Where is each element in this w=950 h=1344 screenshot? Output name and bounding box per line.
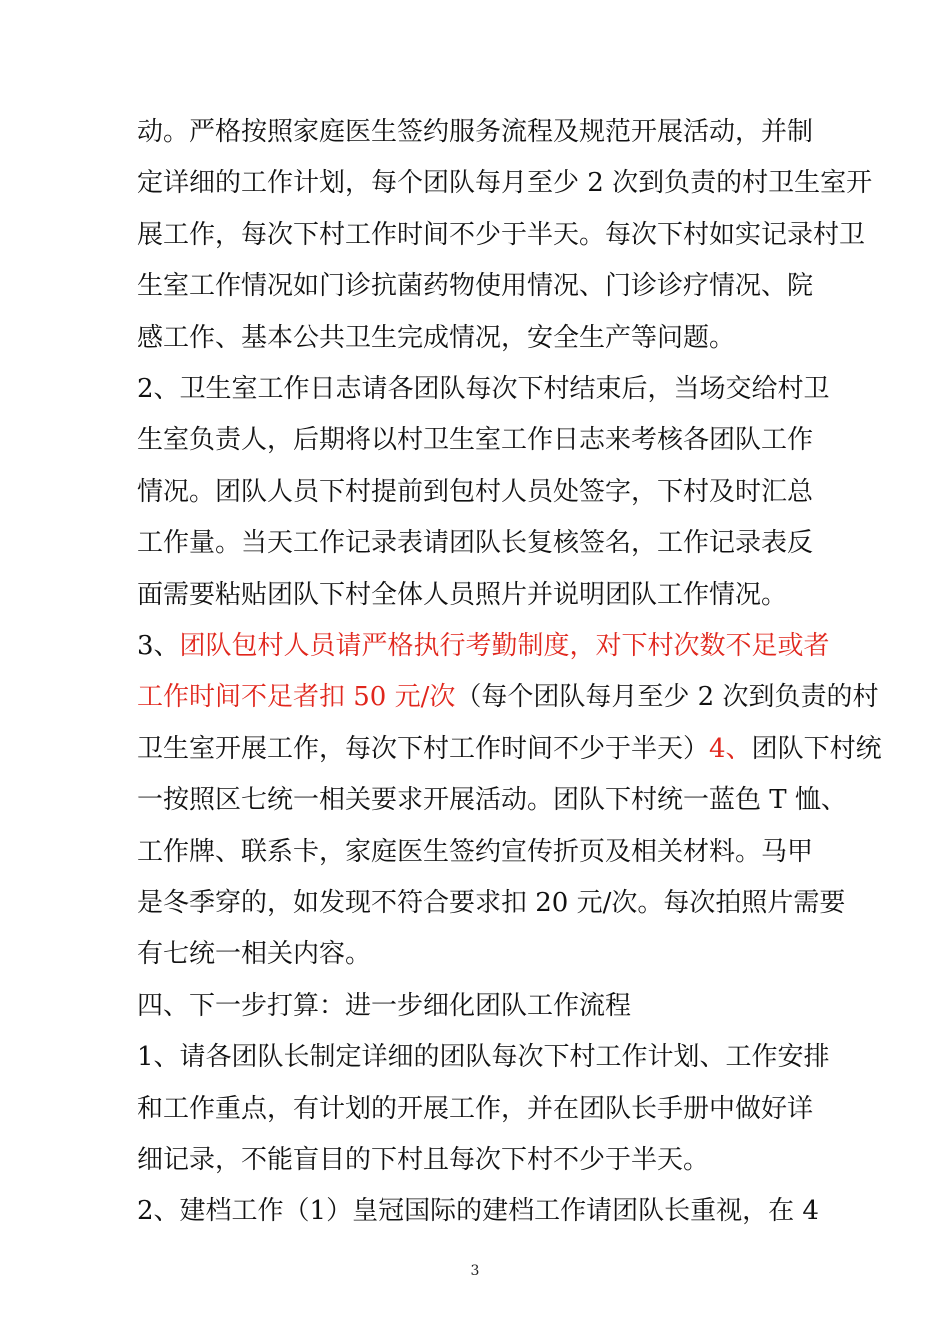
text-run: 工作量。当天工作记录表请团队长复核签名，工作记录表反 <box>137 528 814 558</box>
text-run: 定详细的工作计划，每个团队每月至少 2 次到负责的村卫生室开 <box>137 168 873 198</box>
text-line <box>137 885 846 921</box>
emphasis-text: 团队包村人员请严格执行考勤制度，对下村次数不足或者 <box>179 631 830 661</box>
text-line <box>137 165 873 201</box>
text-run: 工作牌、联系卡，家庭医生签约宣传折页及相关材料。马甲 <box>137 837 814 867</box>
text-run: 四、下一步打算：进一步细化团队工作流程 <box>137 991 632 1021</box>
text-line <box>137 628 830 664</box>
text-line <box>137 422 827 458</box>
text-line <box>137 1193 827 1229</box>
text-line <box>137 936 827 972</box>
text-run: 卫生室开展工作，每次下村工作时间不少于半天） <box>137 734 710 764</box>
text-line <box>137 268 827 304</box>
text-line <box>137 834 827 870</box>
page-number: 3 <box>470 1263 480 1279</box>
text-run: 情况。团队人员下村提前到包村人员处签字，下村及时汇总 <box>137 477 814 507</box>
text-run: 2、卫生室工作日志请各团队每次下村结束后，当场交给村卫 <box>137 374 830 404</box>
text-run: 和工作重点，有计划的开展工作，并在团队长手册中做好详 <box>137 1094 814 1124</box>
text-line <box>137 320 827 356</box>
text-run: 2、建档工作（1）皇冠国际的建档工作请团队长重视，在 4 <box>137 1196 819 1226</box>
text-line <box>137 577 827 613</box>
text-line <box>137 1039 830 1075</box>
text-run: 是冬季穿的，如发现不符合要求扣 20 元/次。每次拍照片需要 <box>137 888 846 918</box>
text-line <box>137 679 879 715</box>
text-run: 团队下村统 <box>751 734 882 764</box>
text-line <box>137 1091 827 1127</box>
text-run: 动。严格按照家庭医生签约服务流程及规范开展活动，并制 <box>137 117 814 147</box>
text-run: 生室负责人，后期将以村卫生室工作日志来考核各团队工作 <box>137 425 814 455</box>
text-line <box>137 988 827 1024</box>
text-line <box>137 782 847 818</box>
text-run: 有七统一相关内容。 <box>137 939 372 969</box>
text-line <box>137 371 830 407</box>
text-line <box>137 114 827 150</box>
text-run: 一按照区七统一相关要求开展活动。团队下村统一蓝色 T 恤、 <box>137 785 847 815</box>
emphasis-text: 工作时间不足者扣 50 元/次 <box>137 682 456 712</box>
text-run: （每个团队每月至少 2 次到负责的村 <box>455 682 879 712</box>
text-run: 细记录，不能盲目的下村且每次下村不少于半天。 <box>137 1145 710 1175</box>
text-line <box>137 474 827 510</box>
emphasis-text: 4、 <box>709 734 752 764</box>
text-run: 感工作、基本公共卫生完成情况，安全生产等问题。 <box>137 323 736 353</box>
text-run: 面需要粘贴团队下村全体人员照片并说明团队工作情况。 <box>137 580 788 610</box>
text-line <box>137 731 882 767</box>
text-line <box>137 217 866 253</box>
text-run: 3、 <box>137 631 180 661</box>
text-run: 1、请各团队长制定详细的团队每次下村工作计划、工作安排 <box>137 1042 830 1072</box>
text-run: 生室工作情况如门诊抗菌药物使用情况、门诊诊疗情况、院 <box>137 271 814 301</box>
text-run: 展工作，每次下村工作时间不少于半天。每次下村如实记录村卫 <box>137 220 866 250</box>
text-line <box>137 1142 827 1178</box>
text-line <box>137 525 827 561</box>
